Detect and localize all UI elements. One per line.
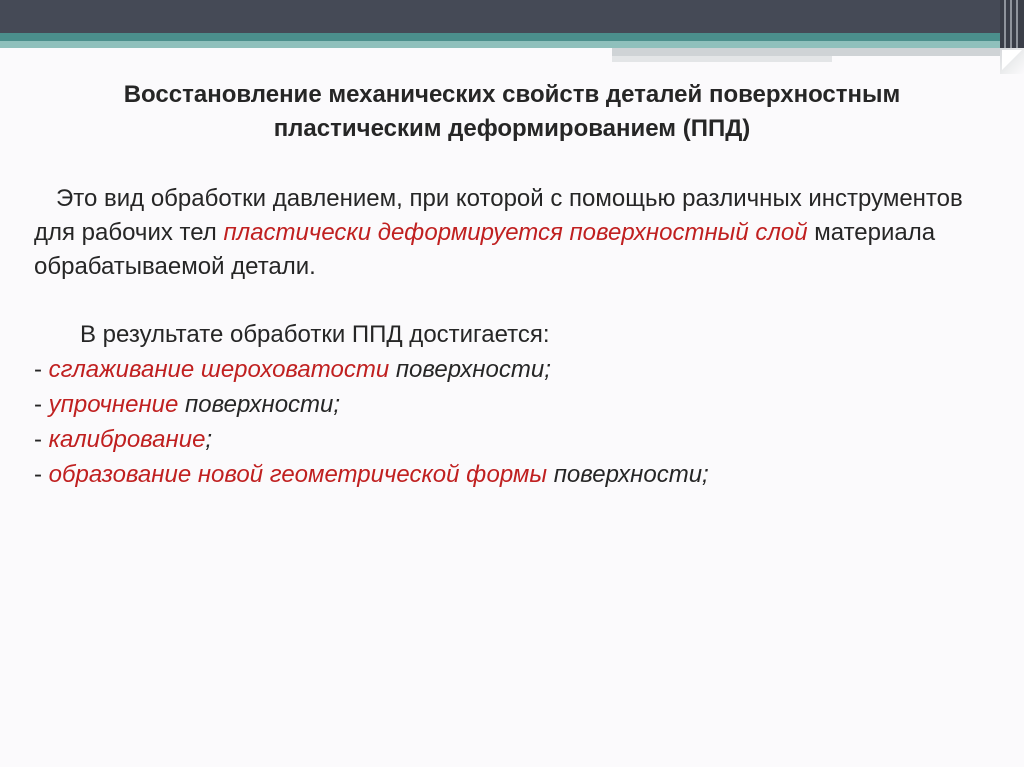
list-dash: - bbox=[34, 356, 49, 383]
list-item-highlight: сглаживание шероховатости bbox=[48, 356, 390, 383]
list-item bbox=[34, 457, 974, 492]
header-bar-teal-light bbox=[0, 41, 1000, 48]
list-item bbox=[34, 352, 974, 387]
definition-paragraph bbox=[34, 182, 974, 284]
definition-text-2: материала обрабатываемой детали. bbox=[34, 219, 936, 280]
header-bar-grey bbox=[612, 48, 1000, 56]
header-bar-dark bbox=[0, 0, 1000, 33]
list-item-highlight: образование новой геометрической формы bbox=[48, 461, 548, 488]
list-item-rest: поверхности; bbox=[178, 391, 341, 418]
definition-text-1: Это вид обработки давлением, при которой с помощью различных инструментов для рабочих тел bbox=[34, 185, 963, 246]
corner-stripe bbox=[1004, 0, 1006, 48]
list-item-rest: ; bbox=[205, 426, 213, 453]
list-item-rest: поверхности; bbox=[547, 461, 709, 488]
list-dash: - bbox=[34, 461, 49, 488]
definition-highlight: пластически деформируется поверхностный слой bbox=[223, 219, 808, 246]
slide-title-line1: Восстановление механических свойств деталей поверхностным bbox=[123, 81, 901, 108]
slide-title bbox=[30, 78, 994, 146]
results-heading: В результате обработки ППД достигается: bbox=[80, 321, 550, 348]
list-dash: - bbox=[34, 426, 49, 453]
list-item-rest: поверхности; bbox=[389, 356, 551, 383]
list-item-highlight: упрочнение bbox=[48, 391, 179, 418]
page-fold-icon bbox=[1002, 50, 1022, 70]
list-item-highlight: калибрование bbox=[48, 426, 206, 453]
list-item bbox=[34, 387, 974, 422]
results-list bbox=[34, 352, 974, 492]
corner-block bbox=[1000, 0, 1024, 48]
list-dash: - bbox=[34, 391, 49, 418]
corner-stripe bbox=[1010, 0, 1012, 48]
list-item bbox=[34, 422, 974, 457]
slide-title-line2: пластическим деформированием (ППД) bbox=[273, 115, 751, 142]
header-bar-teal bbox=[0, 33, 1000, 41]
header-bar-grey-light bbox=[612, 56, 832, 62]
corner-stripe bbox=[1016, 0, 1018, 48]
